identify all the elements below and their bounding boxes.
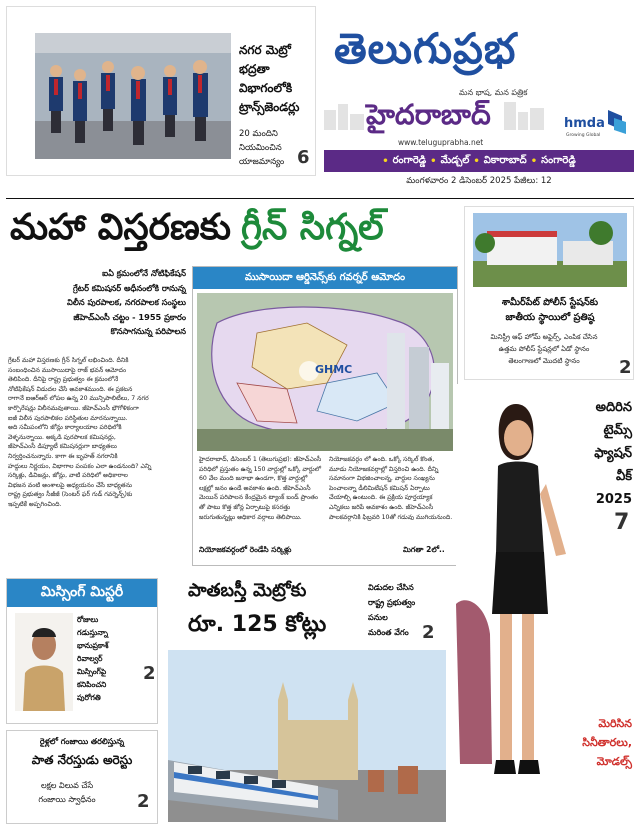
ghmc-map bbox=[197, 293, 453, 451]
top-story-sub: 20 మందిని నియమించిన యాజమాన్యం bbox=[239, 129, 285, 167]
fashion-title: అదిరిన టైమ్స్ ఫ్యాషన్ వీక్ 2025 bbox=[594, 400, 632, 507]
old-city-sub: విడుదల చేసిన రాష్ట్ర ప్రభుత్వం పనుల మరింత వేగం bbox=[368, 583, 416, 637]
missing-title: మిస్సింగ్ మిస్టరీ bbox=[7, 579, 157, 607]
ganja-kicker: రైళ్లలో గంజాయి తరలిస్తున్న bbox=[39, 737, 125, 746]
police-station-sub: మినిస్ట్రీ ఆఫ్ హోమ్ అఫైర్స్, ఎంపిక చేసిన ఉత్తమ పోలీస్ స్టేషన్లలో ఏడో స్థానం తెలంగాణలో మొదటి స్థానం bbox=[490, 333, 598, 365]
governor-caption-left: నియోజకవర్గంలో రెండేసి సర్కిళ్లు bbox=[199, 545, 292, 554]
date-line: మంగళవారం 2 డిసెంబర్ 2025 పేజీలు: 12 bbox=[406, 176, 552, 186]
top-story[interactable] bbox=[6, 6, 316, 176]
charminar-metro-photo bbox=[168, 650, 446, 822]
top-story-headline: నగర మెట్రో భద్రతా విభాగంలోకి ట్రాన్స్‌జెండర్లు bbox=[239, 43, 300, 114]
police-station-story[interactable] bbox=[464, 206, 634, 380]
missing-lines: రోజులు గడుస్తున్నా భానుప్రకాశ్ రివాల్వర్ మిస్సింగ్‌పై కనిపించని పురోగతి bbox=[77, 615, 109, 702]
ganja-arrest-story[interactable] bbox=[6, 730, 158, 824]
missing-mystery-story[interactable] bbox=[6, 578, 158, 724]
old-city-page-number: 2 bbox=[422, 622, 435, 643]
hmda-logo: hmda Growing Global bbox=[564, 106, 628, 142]
newspaper-logo: తెలుగుప్రభ bbox=[334, 24, 517, 73]
old-city-metro-story[interactable] bbox=[164, 576, 452, 826]
main-headline: మహా విస్తరణకు గ్రీన్ సిగ్నల్ bbox=[10, 207, 384, 248]
top-story-page-number: 6 bbox=[297, 147, 310, 168]
lead-body: గ్రేటర్ మహా విస్తరణకు గ్రీన్ సిగ్నల్ లభించింది. దీనికి సంబంధించిన ముసాయిదాపై రాజ్ భవన్ ఆమోదం తెలిపింది. దీనిపై రాష్ట్ర ప్రభుత్వం ఈ క్రమంలోనే నోటిఫికేషన్ విడుదల చేసే అవకాశముంది. ఈ ప్రకటన రాగానే ఐఆర్ఆర్ లోపల ఉన్న 20 మున్సిపాలిటీలు, 7 నగర కార్పొరేషన్లు విలీనమవుతాయి. జీహెచ్ఎంసీ భౌగోళికంగా ఐజీ విలీన పురపాలికల పరిస్థితుల మారనున్నాయి. అది సమీపంలోని జోన్లు కార్యాలయాల పరిధిలోకి వెళ్ళనున్నాయి. అక్కడి పురపాలక కమిషనర్లు, జీహెచ్ఎంసీ డిప్యూటీ కమిషనర్లుగా బాధ్యతలు నిర్వర్తించనున్నారు. కాగా ఈ బృహత్ నగరానికి హద్దులు నిర్ణయం, విభాగాల పంపకం ఎలా ఉండనుంది? ఎన్ని సర్కిళ్లు, డివిజన్లు, జోన్లు, వాటి పరిధిలో అధికారాల విభజన వంటి అంశాలపై అధ్యయనం చేసే బాధ్యతను రాష్ట్ర ప్రభుత్వం సీజీజీ (సెంటర్ ఫర్ గుడ్ గవర్నెన్స్)కు ఇప్పటికే అప్పగించింది. bbox=[8, 357, 152, 508]
district-bar: • రంగారెడ్డి • మేడ్చల్ • వికారాబాద్ • సంగారెడ్డి bbox=[324, 150, 634, 172]
website[interactable]: www.teluguprabha.net bbox=[398, 138, 484, 147]
edition-name: హైదరాబాద్ bbox=[366, 98, 491, 131]
fashion-week-story[interactable] bbox=[456, 384, 634, 824]
missing-person-photo bbox=[15, 613, 73, 711]
tagline: మన భాష, మన పత్రిక bbox=[459, 88, 528, 97]
governor-continued[interactable]: మిగతా 2లో.. bbox=[403, 545, 445, 554]
old-city-headline: పాతబస్తీ మెట్రోకు bbox=[188, 580, 307, 601]
metro-security-photo bbox=[35, 33, 231, 159]
governor-col-1: హైదరాబాద్, డిసెంబర్ 1 (తెలుగుప్రభ): జీహెచ్ఎంసీ పరిధిలో ప్రస్తుతం ఉన్న 150 వార్డుల్లో ఒక్కో వార్డులో 60 వేల మంది జనాభా ఉండగా, కొత్త వార్డుల్లో లక్షల్లో జనం ఉండే అవకాశం ఉంది. జీహెచ్ఎంసీ మెయిన్ పరిపాలన కేంద్రమైన ట్యాంక్ బండ్ ప్రాంతం తో పాటు కొత్త జోన్ల ఏర్పాటుపై కసరత్తు జరుగుతున్నట్లు అధికార వర్గాలు తెలిపాయి. bbox=[199, 456, 322, 521]
police-station-photo bbox=[473, 213, 627, 287]
governor-approval-box[interactable] bbox=[192, 266, 458, 566]
map-label: GHMC bbox=[315, 363, 353, 376]
police-station-page-number: 2 bbox=[619, 357, 632, 378]
governor-box-title: ముసాయిదా ఆర్డినెన్స్‌కు గవర్నర్ ఆమోదం bbox=[193, 267, 457, 289]
missing-page-number: 2 bbox=[143, 663, 156, 684]
ganja-page-number: 2 bbox=[137, 791, 150, 812]
ganja-sub: లక్షల విలువ చేసే గంజాయి స్వాధీనం bbox=[38, 781, 96, 804]
masthead bbox=[324, 6, 634, 196]
lead-summary: ఐఏ క్రమంలోనే నోటిఫికేషన్ గ్రేటర్ కమిషనర్ అధీనంలోకి రానున్న విలీన పురపాలక, నగరపాలక సంస్థలు జీహెచ్ఎంసీ చట్టం - 1955 ప్రకారం కొనసాగనున్న పరిపాలన bbox=[67, 268, 186, 336]
fashion-caption: మెరిసిన సినీతారలు, మోడల్స్ bbox=[582, 717, 632, 768]
header-divider bbox=[6, 198, 634, 199]
old-city-amount: రూ. 125 కోట్లు bbox=[188, 612, 327, 637]
governor-col-2: నియోజకవర్గం లో ఉంది. ఒక్కో సర్కిల్ కొంత, మూడు నియోజకవర్గాల్లో విస్తరించి ఉంది. దీన్ని సమానంగా విభజించాలన్న, వార్డుల సంఖ్యను పెంచాలన్నా డీలిమిటేషన్ కమిషన్ ఏర్పాటు చేయాల్సి ఉంటుంది. ఈ ప్రక్రియ పూర్తయ్యాక ఎన్నికలు జరిపే అవకాశం ఉంది. జీహెచ్ఎంసీ పాలకవర్గానికి ఫిబ్రవరి 10తో గడువు ముగియనుంది. bbox=[329, 456, 453, 521]
ganja-headline: పాత నేరస్తుడు అరెస్టు bbox=[31, 753, 133, 767]
fashion-page-number: 7 bbox=[614, 510, 630, 535]
police-station-headline: శామీర్‌పేట్ పోలీస్ స్టేషన్‌కు జాతీయ స్థాయిలో ప్రతిష్ఠ bbox=[501, 297, 599, 323]
